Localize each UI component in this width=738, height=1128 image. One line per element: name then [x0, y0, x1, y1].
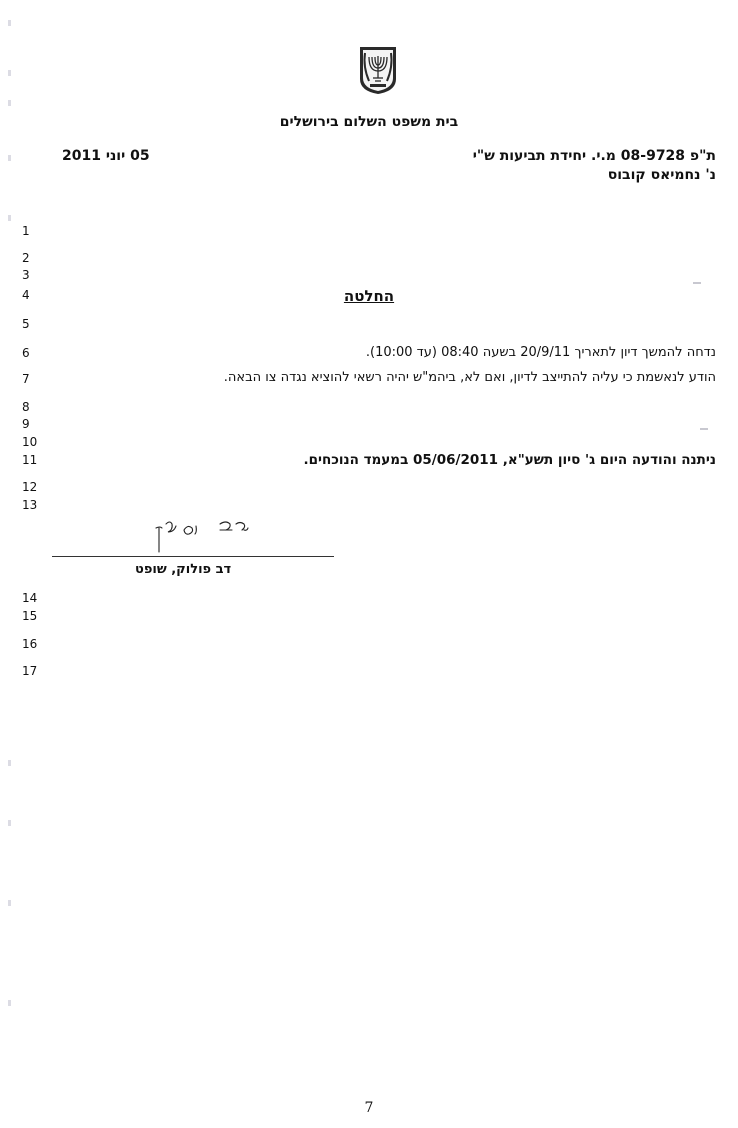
line-number: 6	[22, 346, 30, 360]
judge-name: דב פולוק, שופט	[135, 562, 232, 577]
document-date: 05 יוני 2011	[62, 148, 150, 164]
line-number: 4	[22, 288, 30, 302]
given-statement: ניתנה והודעה היום ג' סיון תשע"א, 05/06/2011 במעמד הנוכחים.	[303, 452, 716, 468]
line-number: 5	[22, 317, 30, 331]
scan-artifact	[8, 1000, 11, 1006]
scan-artifact	[8, 215, 11, 221]
page-number: 7	[364, 1100, 374, 1116]
line-number: 15	[22, 609, 38, 623]
line-number: 1	[22, 224, 30, 238]
scan-artifact	[693, 282, 701, 284]
handwritten-signature	[150, 518, 260, 556]
line-number: 9	[22, 417, 30, 431]
decision-paragraph-1: נדחה להמשך דיון לתאריך 20/9/11 בשעה 08:40 (עד 10:00).	[365, 345, 716, 360]
scan-artifact	[8, 900, 11, 906]
court-name: בית משפט השלום בירושלים	[279, 114, 459, 130]
decision-paragraph-2: הודע לנאשמת כי עליה להתייצב לדיון, ואם לא, ביהמ"ש יהיה רשאי להוציא נגדה צו הבאה.	[223, 370, 716, 385]
scan-artifact	[8, 155, 11, 161]
line-number: 3	[22, 268, 30, 282]
line-number: 12	[22, 480, 38, 494]
line-number: 17	[22, 664, 38, 678]
scan-artifact	[8, 70, 11, 76]
line-number: 16	[22, 637, 38, 651]
defendant-name: נ' נחמיאס קובוס	[607, 167, 716, 183]
decision-title-text: החלטה	[343, 287, 395, 305]
line-number: 2	[22, 251, 30, 265]
line-number: 13	[22, 498, 38, 512]
case-number: ת"פ 08-9728 מ.י. יחידת תביעות ש"י	[472, 148, 716, 164]
line-number: 8	[22, 400, 30, 414]
line-number: 11	[22, 453, 38, 467]
scan-artifact	[8, 820, 11, 826]
scan-artifact	[8, 20, 11, 26]
scan-artifact	[700, 428, 708, 430]
line-number: 14	[22, 591, 38, 605]
scan-artifact	[8, 760, 11, 766]
scan-artifact	[8, 100, 11, 106]
line-number: 7	[22, 372, 30, 386]
state-emblem-icon	[357, 45, 399, 95]
line-number: 10	[22, 435, 38, 449]
signature-line	[52, 556, 334, 557]
decision-title	[0, 287, 738, 305]
